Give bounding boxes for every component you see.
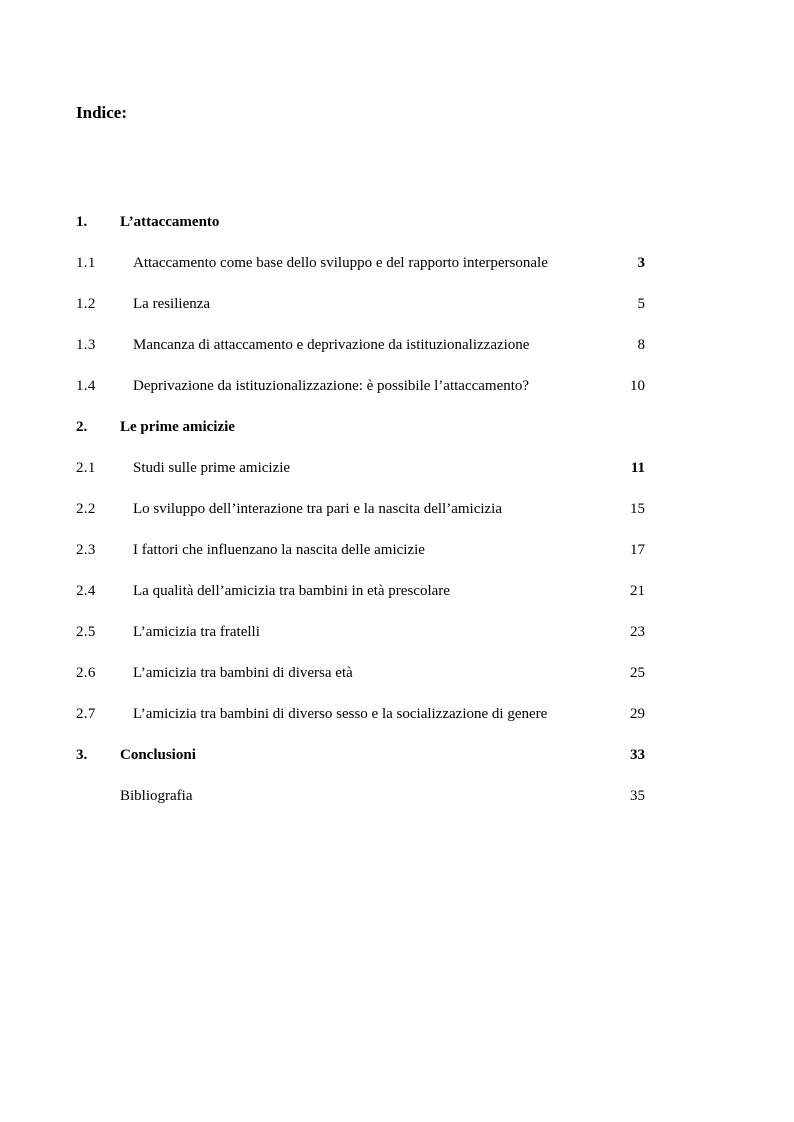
- toc-page: 10: [630, 378, 645, 394]
- toc-number: 2.4: [76, 583, 96, 599]
- toc-number: 2.1: [76, 460, 96, 476]
- toc-page: 3: [637, 255, 645, 271]
- toc-number: 2.6: [76, 665, 96, 681]
- toc-page: 33: [630, 747, 645, 763]
- toc-section-1-2[interactable]: [76, 293, 656, 334]
- toc-page: 35: [630, 788, 645, 804]
- toc-section-2-6[interactable]: [76, 662, 656, 703]
- toc-label: Mancanza di attaccamento e deprivazione da istituzionalizzazione: [133, 337, 530, 353]
- toc-chapter-3[interactable]: [76, 744, 656, 785]
- toc-page: 17: [630, 542, 645, 558]
- toc-page: 23: [630, 624, 645, 640]
- toc-label: L’attaccamento: [120, 214, 220, 230]
- toc-number: 2.: [76, 419, 88, 435]
- toc-section-2-1[interactable]: [76, 457, 656, 498]
- toc-number: 2.5: [76, 624, 96, 640]
- toc-page: 29: [630, 706, 645, 722]
- toc-page: 21: [630, 583, 645, 599]
- toc-label: Deprivazione da istituzionalizzazione: è possibile l’attaccamento?: [133, 378, 530, 394]
- toc-label: Attaccamento come base dello sviluppo e del rapporto interpersonale: [133, 255, 548, 271]
- toc-label: Conclusioni: [120, 747, 196, 763]
- toc-number: 1.2: [76, 296, 96, 312]
- toc-label: L’amicizia tra fratelli: [133, 624, 260, 640]
- toc-section-1-4[interactable]: [76, 375, 656, 416]
- toc-page: 11: [630, 460, 645, 476]
- toc-number: 2.7: [76, 706, 96, 722]
- toc-number: 2.2: [76, 501, 96, 517]
- toc-chapter-1[interactable]: [76, 211, 656, 252]
- toc-number: 1.4: [76, 378, 96, 394]
- toc-section-1-1[interactable]: [76, 252, 656, 293]
- toc-label: Bibliografia: [120, 788, 193, 804]
- toc-page: 8: [637, 337, 645, 353]
- toc-section-2-5[interactable]: [76, 621, 656, 662]
- toc-label: Le prime amicizie: [120, 419, 235, 435]
- toc-bibliography[interactable]: [76, 785, 656, 826]
- toc-label: La resilienza: [133, 296, 211, 312]
- toc-label: Lo sviluppo dell’interazione tra pari e la nascita dell’amicizia: [133, 501, 503, 517]
- toc-section-2-3[interactable]: [76, 539, 656, 580]
- toc-number: 1.3: [76, 337, 96, 353]
- toc-number: 3.: [76, 747, 88, 763]
- toc-label: I fattori che influenzano la nascita delle amicizie: [133, 542, 425, 558]
- toc-section-2-7[interactable]: [76, 703, 656, 744]
- toc-number: 2.3: [76, 542, 96, 558]
- toc-label: L’amicizia tra bambini di diversa età: [133, 665, 353, 681]
- page-title: Indice:: [76, 103, 127, 122]
- toc-label: Studi sulle prime amicizie: [133, 460, 291, 476]
- toc-label: L’amicizia tra bambini di diverso sesso e la socializzazione di genere: [133, 706, 548, 722]
- toc-page: 25: [630, 665, 645, 681]
- toc-label: La qualità dell’amicizia tra bambini in età prescolare: [133, 583, 450, 599]
- toc-page: 15: [630, 501, 645, 517]
- toc-page: 5: [637, 296, 645, 312]
- toc-number: 1.: [76, 214, 88, 230]
- toc-section-1-3[interactable]: [76, 334, 656, 375]
- toc-section-2-2[interactable]: [76, 498, 656, 539]
- toc-section-2-4[interactable]: [76, 580, 656, 621]
- toc-chapter-2[interactable]: [76, 416, 656, 457]
- toc-number: 1.1: [76, 255, 96, 271]
- table-of-contents: [76, 211, 656, 826]
